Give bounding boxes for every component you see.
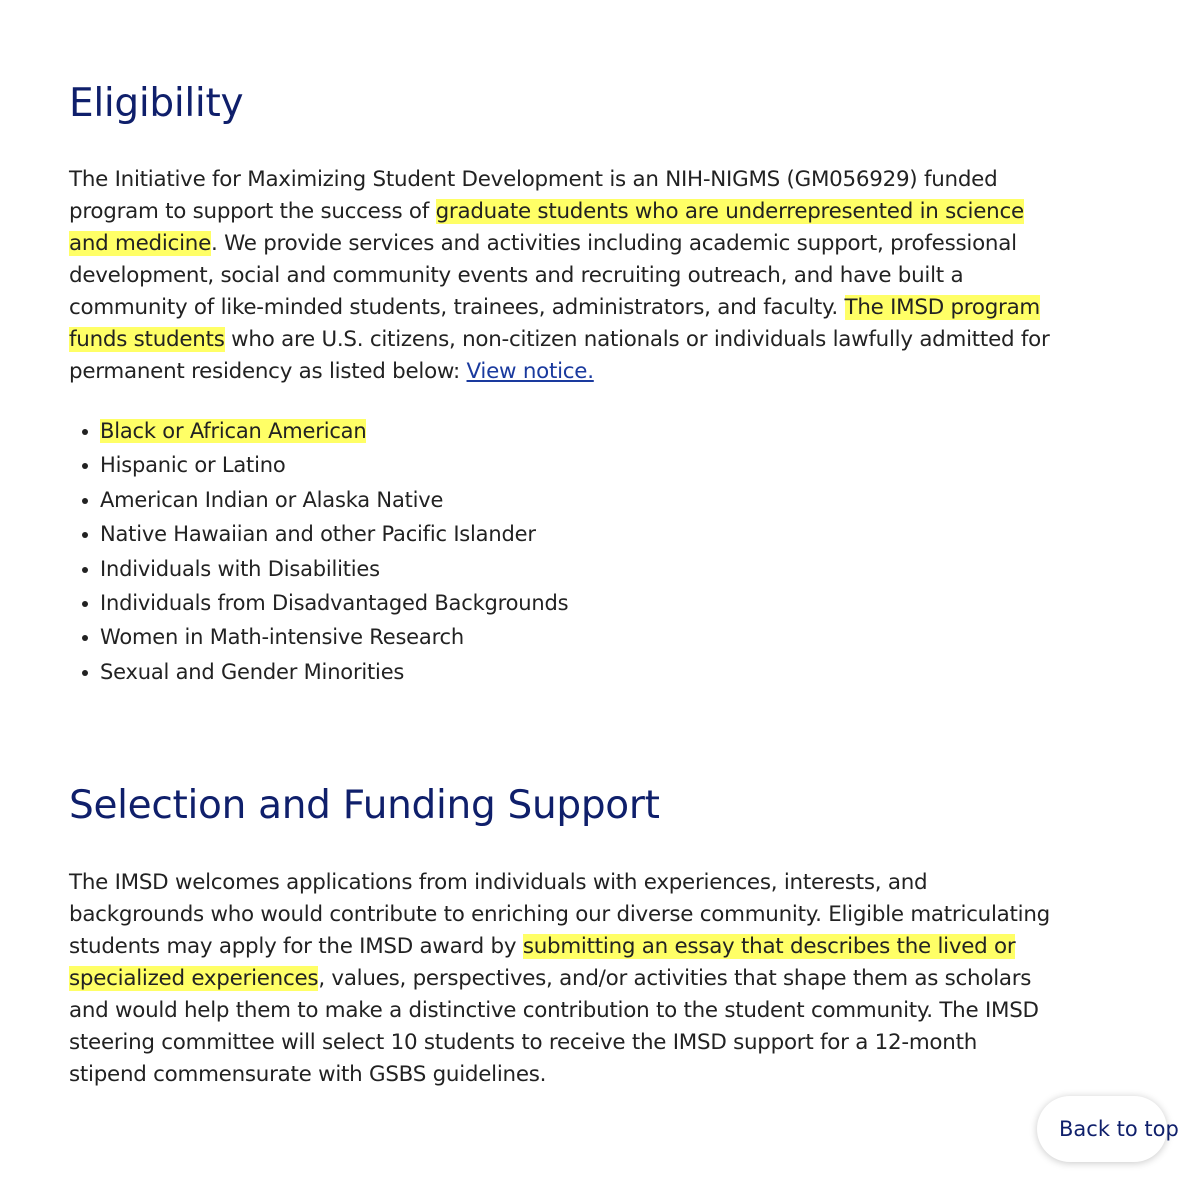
list-item: Sexual and Gender Minorities (100, 655, 568, 689)
selection-text-1: The IMSD welcomes applications from individuals with experiences, interests, and backgrounds who would contribute to enriching our diverse community. Eligible matriculating students may apply for the IMSD award by (69, 870, 1050, 959)
eligibility-heading: Eligibility (69, 81, 244, 126)
eligibility-highlight-2: The IMSD program funds students (69, 295, 1041, 352)
list-item: Hispanic or Latino (100, 448, 568, 482)
list-item: American Indian or Alaska Native (100, 483, 568, 517)
list-item: Women in Math-intensive Research (100, 620, 568, 654)
eligibility-list (69, 414, 568, 689)
selection-highlight-1: submitting an essay that describes the lived or specialized experiences (69, 934, 1016, 991)
list-item: Individuals from Disadvantaged Backgrounds (100, 586, 568, 620)
eligibility-text-2: . We provide services and activities including academic support, professional development, social and community events and recruiting outreach, and have built a community of like-minded students, trainees, administrators, and faculty. (69, 231, 1017, 320)
eligibility-paragraph (69, 164, 1054, 388)
list-item: Individuals with Disabilities (100, 552, 568, 586)
eligibility-text-1: The Initiative for Maximizing Student Development is an NIH-NIGMS (GM056929) funded program to support the success of (69, 167, 998, 224)
back-to-top-button[interactable]: Back to top (1037, 1096, 1167, 1162)
list-item: Native Hawaiian and other Pacific Islander (100, 517, 568, 551)
selection-heading: Selection and Funding Support (69, 783, 660, 828)
selection-paragraph (69, 867, 1054, 1091)
eligibility-highlight-1: graduate students who are underrepresented in science and medicine (69, 199, 1024, 256)
list-item (100, 414, 568, 448)
eligibility-text-3: who are U.S. citizens, non-citizen nationals or individuals lawfully admitted for permanent residency as listed below: (69, 327, 1050, 384)
selection-text-2: , values, perspectives, and/or activities that shape them as scholars and would help them to make a distinctive contribution to the student community. The IMSD steering committee will select 10 students to receive the IMSD support for a 12-month stipend commensurate with GSBS guidelines. (69, 966, 1039, 1087)
list-item-label: Black or African American (100, 419, 367, 443)
view-notice-link[interactable]: View notice. (466, 359, 594, 384)
